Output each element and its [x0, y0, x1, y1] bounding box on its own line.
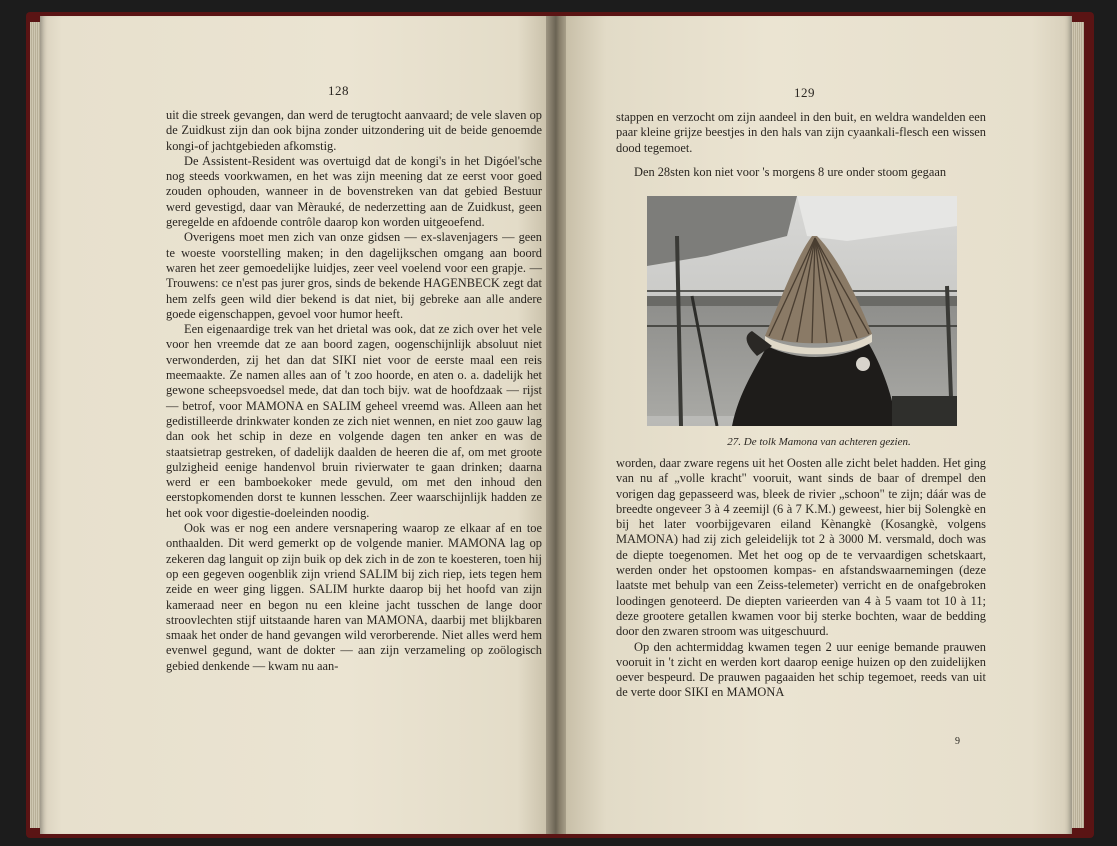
right-page	[566, 16, 1072, 834]
right-page-body-bottom	[616, 456, 986, 701]
paragraph: Ook was er nog een andere versnapering waarop ze elkaar af en toe onthaalden. Dit werd gemerkt op de volgende manier. MAMONA lag op zekeren dag languit op zijn buik op dek zich in de zon te koesteren, toen hij op een gegeven oogenblik zijn vriend SALIM bij zich riep, iets tegen hem zeide en weer ging liggen. SALIM hurkte daarop bij het hoofd van zijn kameraad neer en begon nu een kleine jacht tusschen de lange door stroovlechten stijf uitstaande haren van MAMONA, daarbij met blijkbaren smaak het onder de hand gevangen wild verorberende. Niet alles werd hem evenwel gegund, want de dokter — aan zijn verzameling op zoölogisch gebied denkende — kwam nu aan-	[166, 521, 542, 673]
book-gutter	[546, 16, 568, 834]
paragraph: uit die streek gevangen, dan werd de terugtocht aanvaard; de vele slaven op de Zuidkust zijn dan ook bijna zonder uitzondering uit de beide genoemde kongi-of jachtgebieden afkomstig.	[166, 108, 542, 153]
photograph-man-with-straw-hairdress-icon	[647, 196, 957, 426]
paragraph: Overigens moet men zich van onze gidsen — ex-slavenjagers — geen te woeste voorstelling maken; in den dagelijkschen omgang aan boord waren het zeer gemoedelijke luidjes, zeer veel voelend voor een grapje. — Trouwens: ce n'est pas jurer gros, sinds de bekende HAGENBECK zegt dat hem zelfs geen wild dier bekend is dat niet, bij gebreke aan alle andere goede eigenschappen, gevoel voor humor heeft.	[166, 230, 542, 321]
paragraph: worden, daar zware regens uit het Oosten alle zicht belet hadden. Het ging van nu af „volle kracht" vooruit, want sinds de baar of drempel den vorigen dag gepasseerd was, bleek de rivier „schoon" te zijn; dáár was de breedte ongeveer 3 à 4 zeemijl (6 à 7 K.M.) geweest, hier bij Solengkè en bij het later voorbijgevaren eiland Kènangkè (Kosangkè, volgens MAMONA) had zij zich geleidelijk tot 2 à 3000 M. versmald, doch was de diepte toegenomen. Met het oog op de te vervaardigen schetskaart, werden onder het opstoomen kompas- en afstandswaarnemingen (deze laatste met behulp van een Zeiss-telemeter) verricht en de onafgebroken loodingen genoteerd. De diepten varieerden van 4 à 5 vaam tot 10 à 11; deze grootere getallen kwamen voor bij sterke bochten, waar de bedding door den zwaren stroom was uitgeschuurd.	[616, 456, 986, 639]
signature-mark: 9	[955, 736, 960, 747]
right-page-body-top	[616, 110, 986, 180]
paragraph: Den 28sten kon niet voor 's morgens 8 ure onder stoom gegaan	[634, 164, 947, 179]
paragraph: Een eigenaardige trek van het drietal was ook, dat ze zich over het vele voor hen vreemde dat ze aan boord zagen, oogenschijnlijk absoluut niet verwonderden, zij het dan dat SIKI niet voor de eerste maal een reis meemaakte. Ze namen alles aan of 't zoo hoorde, en aten o. a. dadelijk het gewone scheepsvoedsel mede, dat dan toch bijv. wat de hoofdzaak — rijst — betrof, voor MAMONA en SALIM geheel vreemd was. Alleen aan het gedistilleerde drinkwater konden ze zich niet wennen, en niet zoo gauw lag dan ook het schip in deze en volgende dagen ten anker en was de staatsietrap gestreken, of dadelijk daalden de heeren die af, om met groote gulzigheid eenige handenvol bruin rivierwater te gaan drinken; daarna werd er een bamboekoker mede gevuld, om met den inhoud den eerstopkomenden dorst te kunnen lesschen. Zeer waarschijnlijk hadden ze het ook voor digestie-doeleinden noodig.	[166, 322, 542, 520]
page-edges-right	[1072, 22, 1084, 828]
page-number: 128	[328, 83, 349, 98]
left-page	[40, 16, 548, 834]
paragraph: Op den achtermiddag kwamen tegen 2 uur eenige bemande prauwen vooruit in 't zicht en werden kort daarop eenige huizen op den zuidelijken oever bespeurd. De prauwen pagaaiden het schip tegemoet, reeds van uit de verte door SIKI en MAMONA	[616, 639, 986, 700]
page-number: 129	[794, 85, 815, 100]
paragraph: stappen en verzocht om zijn aandeel in den buit, en weldra wandelden een paar kleine grijze beestjes in den hals van zijn cyaankali-flesch een wissen dood tegemoet.	[616, 110, 986, 155]
photo-caption: 27. De tolk Mamona van achteren gezien.	[727, 436, 911, 448]
photograph	[647, 196, 957, 426]
paragraph: De Assistent-Resident was overtuigd dat de kongi's in het Digóel'sche nog steeds voorkwamen, en het was zijn meening dat ze eerst voor goed zouden ophouden, wanneer in de bovenstreken van dat gebied Bestuur werd gevestigd, daar van Mèrauké, de nederzetting aan de Zuidkust, geen geregelde en afdoende contrôle daarop kon worden uitgeoefend.	[166, 153, 542, 230]
left-page-body	[166, 108, 542, 674]
